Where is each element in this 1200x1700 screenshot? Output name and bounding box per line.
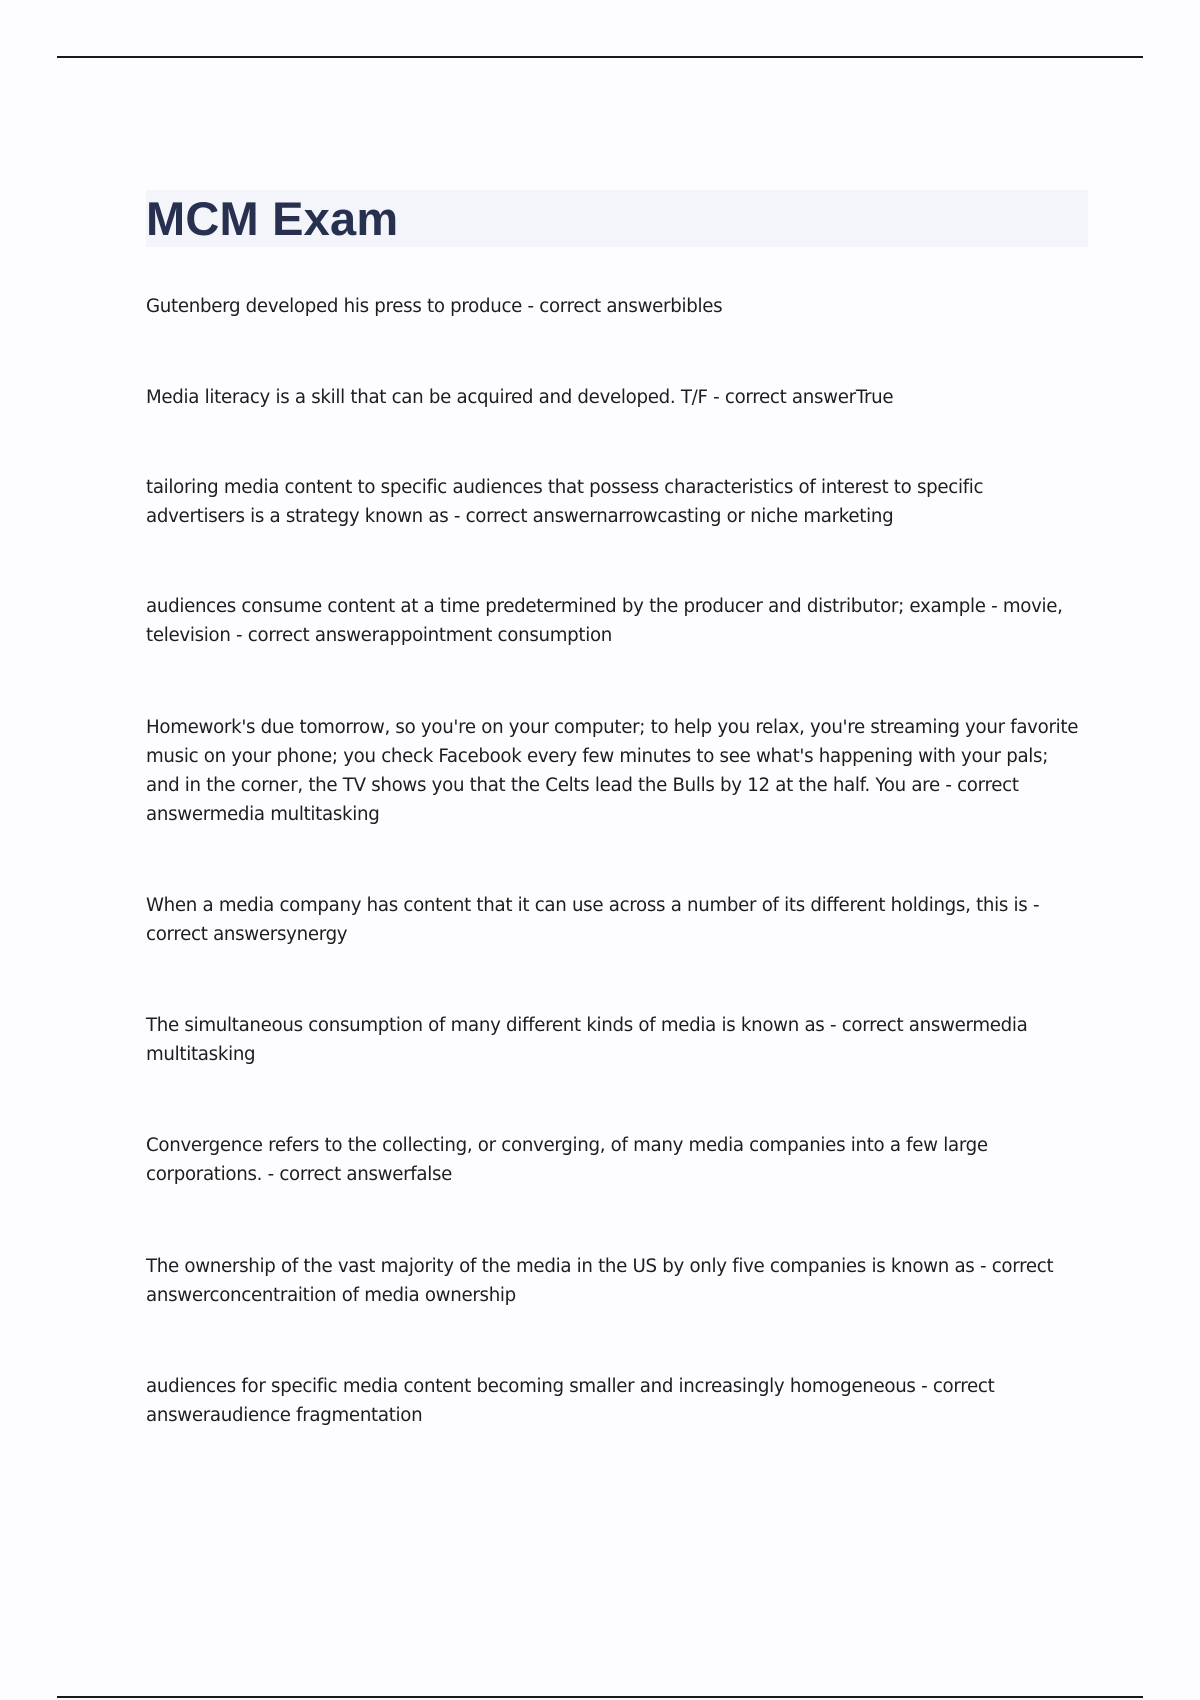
qa-item-1: Gutenberg developed his press to produce - correct answerbibles (146, 296, 723, 317)
qa-item-4: audiences consume content at a time predetermined by the producer and distributor; example - movie, television - correct answerappointment consumption (146, 596, 1063, 646)
top-rule (57, 56, 1143, 58)
qa-item-2: Media literacy is a skill that can be acquired and developed. T/F - correct answerTrue (146, 387, 894, 408)
qa-item-10: audiences for specific media content becoming smaller and increasingly homogeneous - correct answeraudience fragmentation (146, 1376, 995, 1426)
title-band (146, 190, 1088, 247)
page-title: MCM Exam (146, 192, 399, 245)
qa-item-5: Homework's due tomorrow, so you're on your computer; to help you relax, you're streaming your favorite music on your phone; you check Facebook every few minutes to see what's happening with your pals; and in the corner, the TV shows you that the Celts lead the Bulls by 12 at the half. You are - correct answermedia multitasking (146, 717, 1079, 825)
bottom-rule (57, 1696, 1143, 1698)
qa-item-6: When a media company has content that it can use across a number of its different holdings, this is - correct answersynergy (146, 895, 1040, 945)
qa-item-7: The simultaneous consumption of many different kinds of media is known as - correct answermedia multitasking (146, 1015, 1028, 1065)
qa-item-9: The ownership of the vast majority of the media in the US by only five companies is known as - correct answerconcentraition of media ownership (146, 1256, 1054, 1306)
qa-item-3: tailoring media content to specific audiences that possess characteristics of interest to specific advertisers is a strategy known as - correct answernarrowcasting or niche marketing (146, 477, 984, 527)
qa-item-8: Convergence refers to the collecting, or converging, of many media companies into a few large corporations. - correct answerfalse (146, 1135, 988, 1185)
